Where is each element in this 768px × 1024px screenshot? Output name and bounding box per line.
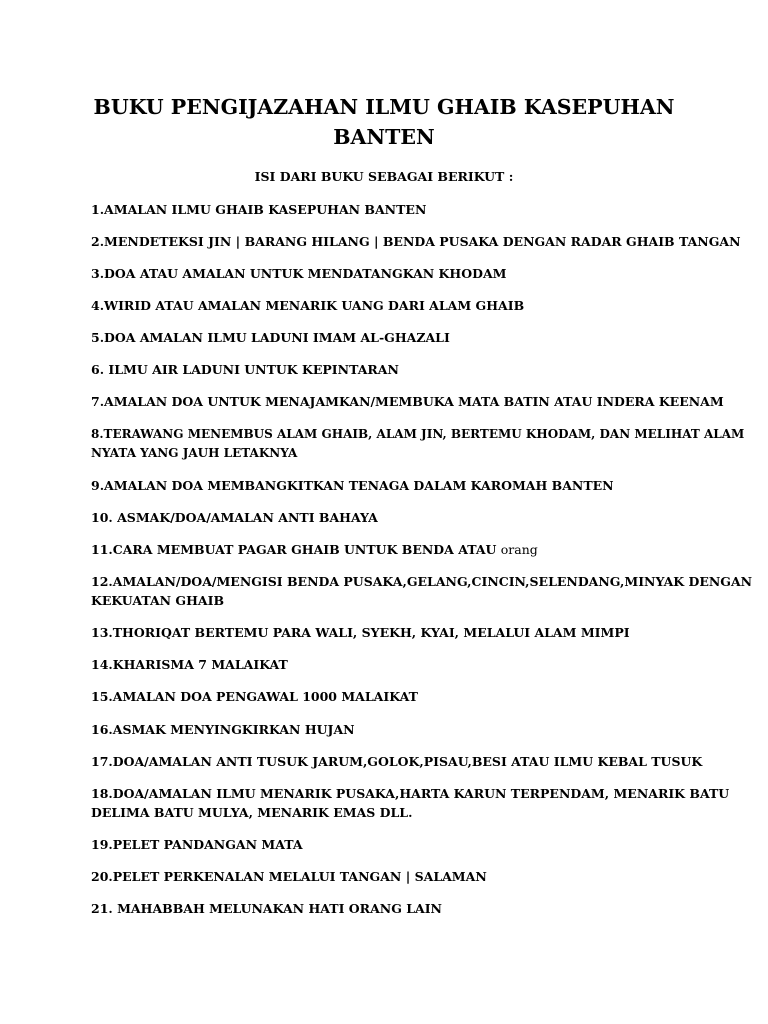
- list-item: 3.DOA ATAU AMALAN UNTUK MENDATANGKAN KHODAM: [91, 266, 507, 281]
- list-item: 16.ASMAK MENYINGKIRKAN HUJAN: [91, 722, 355, 737]
- list-item: 20.PELET PERKENALAN MELALUI TANGAN | SALAMAN: [91, 869, 487, 884]
- list-item: 15.AMALAN DOA PENGAWAL 1000 MALAIKAT: [91, 689, 418, 704]
- list-item: 14.KHARISMA 7 MALAIKAT: [91, 657, 288, 672]
- list-item: 7.AMALAN DOA UNTUK MENAJAMKAN/MEMBUKA MATA BATIN ATAU INDERA KEENAM: [91, 394, 724, 409]
- document-subtitle: ISI DARI BUKU SEBAGAI BERIKUT :: [254, 169, 514, 184]
- list-item: 4.WIRID ATAU AMALAN MENARIK UANG DARI ALAM GHAIB: [91, 298, 525, 313]
- list-item: 12.AMALAN/DOA/MENGISI BENDA PUSAKA,GELANG,CINCIN,SELENDANG,MINYAK DENGAN KEKUATAN GHAIB: [91, 574, 753, 608]
- list-item: 19.PELET PANDANGAN MATA: [91, 837, 303, 852]
- list-item: 21. MAHABBAH MELUNAKAN HATI ORANG LAIN: [91, 901, 442, 916]
- list-item: 13.THORIQAT BERTEMU PARA WALI, SYEKH, KYAI, MELALUI ALAM MIMPI: [91, 625, 630, 640]
- list-item: 6. ILMU AIR LADUNI UNTUK KEPINTARAN: [91, 362, 399, 377]
- list-item: 8.TERAWANG MENEMBUS ALAM GHAIB, ALAM JIN, BERTEMU KHODAM, DAN MELIHAT ALAM NYATA YANG JAUH LETAKNYA: [91, 427, 745, 460]
- list-item: 9.AMALAN DOA MEMBANGKITKAN TENAGA DALAM KAROMAH BANTEN: [91, 478, 614, 493]
- list-item: 10. ASMAK/DOA/AMALAN ANTI BAHAYA: [91, 510, 378, 525]
- list-item: 2.MENDETEKSI JIN | BARANG HILANG | BENDA PUSAKA DENGAN RADAR GHAIB TANGAN: [91, 234, 741, 249]
- list-item: 17.DOA/AMALAN ANTI TUSUK JARUM,GOLOK,PISAU,BESI ATAU ILMU KEBAL TUSUK: [91, 754, 703, 769]
- list-item: 1.AMALAN ILMU GHAIB KASEPUHAN BANTEN: [91, 202, 427, 217]
- title-line-1: BUKU PENGIJAZAHAN ILMU GHAIB KASEPUHAN: [93, 95, 675, 119]
- list-item: 11.CARA MEMBUAT PAGAR GHAIB UNTUK BENDA ATAU orang: [91, 542, 538, 557]
- list-item: 18.DOA/AMALAN ILMU MENARIK PUSAKA,HARTA KARUN TERPENDAM, MENARIK BATU DELIMA BATU MULYA, MENARIK EMAS DLL.: [91, 786, 730, 820]
- document-title: [0, 92, 768, 152]
- list-item: 5.DOA AMALAN ILMU LADUNI IMAM AL-GHAZALI: [91, 330, 450, 345]
- title-line-2: BANTEN: [333, 125, 435, 149]
